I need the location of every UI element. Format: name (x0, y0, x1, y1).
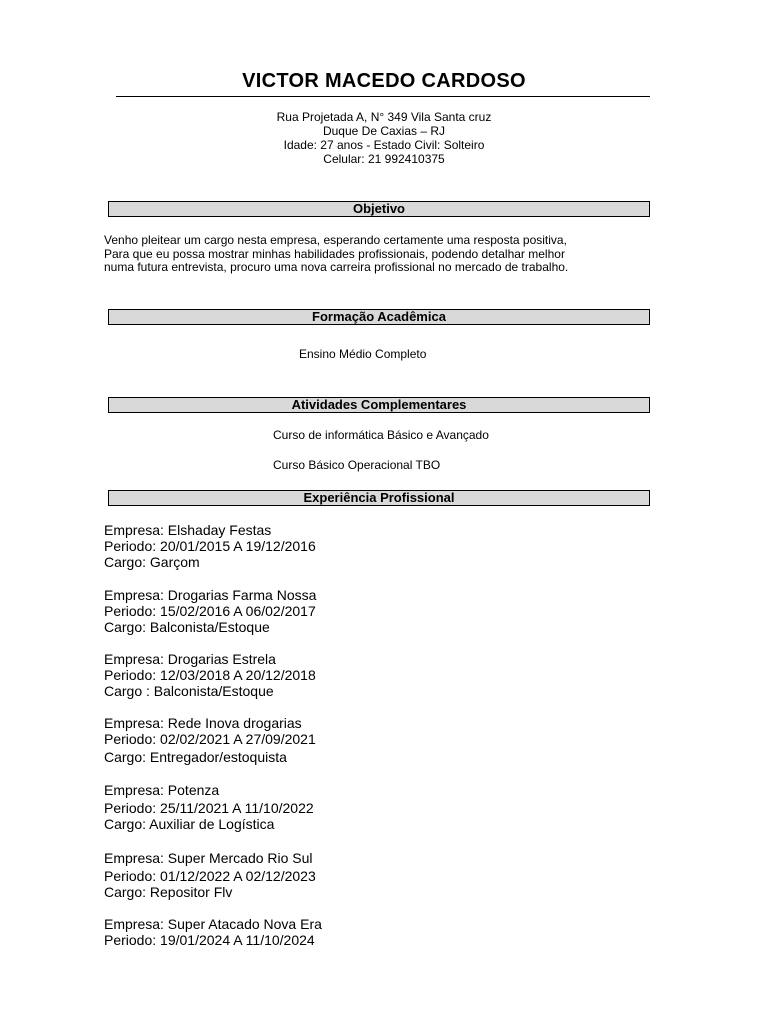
section-header-objetivo: Objetivo (108, 201, 650, 217)
objetivo-line: numa futura entrevista, procuro uma nova carreira profissional no mercado de trabalho. (104, 260, 569, 274)
contact-address: Rua Projetada A, N° 349 Vila Santa cruz (276, 110, 492, 124)
job-company: Empresa: Super Atacado Nova Era (104, 916, 322, 932)
job-company: Empresa: Potenza (104, 782, 220, 798)
job-entry (104, 587, 316, 635)
job-entry (104, 916, 322, 948)
contact-block (0, 110, 768, 166)
section-header-experiencia: Experiência Profissional (108, 490, 650, 506)
formacao-item: Ensino Médio Completo (299, 347, 427, 361)
job-entry (104, 522, 316, 570)
section-header-atividades: Atividades Complementares (108, 397, 650, 413)
job-period: Periodo: 25/11/2021 A 11/10/2022 (104, 800, 314, 816)
objetivo-paragraph (104, 234, 664, 275)
job-role: Cargo: Auxiliar de Logística (104, 816, 275, 832)
job-company: Empresa: Super Mercado Rio Sul (104, 850, 313, 866)
objetivo-line: Venho pleitear um cargo nesta empresa, esperando certamente uma resposta positiva, (104, 233, 567, 247)
job-period: Periodo: 20/01/2015 A 19/12/2016 (104, 538, 316, 554)
job-role: Cargo: Repositor Flv (104, 884, 233, 900)
job-role: Cargo: Garçom (104, 554, 200, 570)
contact-age-status: Idade: 27 anos - Estado Civil: Solteiro (283, 138, 485, 152)
job-period: Periodo: 19/01/2024 A 11/10/2024 (104, 932, 315, 948)
contact-city: Duque De Caxias – RJ (322, 124, 446, 138)
job-period: Periodo: 02/02/2021 A 27/09/2021 (104, 731, 316, 747)
job-role: Cargo: Entregador/estoquista (104, 749, 287, 765)
section-header-formacao: Formação Acadêmica (108, 309, 650, 325)
name-underline (116, 96, 650, 97)
job-company: Empresa: Rede Inova drogarias (104, 715, 302, 731)
job-role: Cargo: Balconista/Estoque (104, 619, 270, 635)
job-company: Empresa: Drogarias Farma Nossa (104, 587, 317, 603)
job-entry (104, 850, 316, 900)
atividade-item: Curso Básico Operacional TBO (273, 458, 441, 472)
job-entry (104, 715, 316, 765)
objetivo-line: Para que eu possa mostrar minhas habilidades profissionais, podendo detalhar melhor (104, 246, 565, 261)
job-entry (104, 782, 314, 832)
job-period: Periodo: 12/03/2018 A 20/12/2018 (104, 667, 316, 683)
job-period: Periodo: 15/02/2016 A 06/02/2017 (104, 603, 316, 619)
job-role: Cargo : Balconista/Estoque (104, 683, 274, 699)
job-entry (104, 651, 316, 699)
contact-phone: Celular: 21 992410375 (323, 152, 445, 166)
atividade-item: Curso de informática Básico e Avançado (273, 428, 489, 442)
candidate-name: VICTOR MACEDO CARDOSO (242, 70, 526, 92)
job-company: Empresa: Drogarias Estrela (104, 651, 276, 667)
job-company: Empresa: Elshaday Festas (104, 522, 272, 538)
job-period: Periodo: 01/12/2022 A 02/12/2023 (104, 868, 316, 884)
